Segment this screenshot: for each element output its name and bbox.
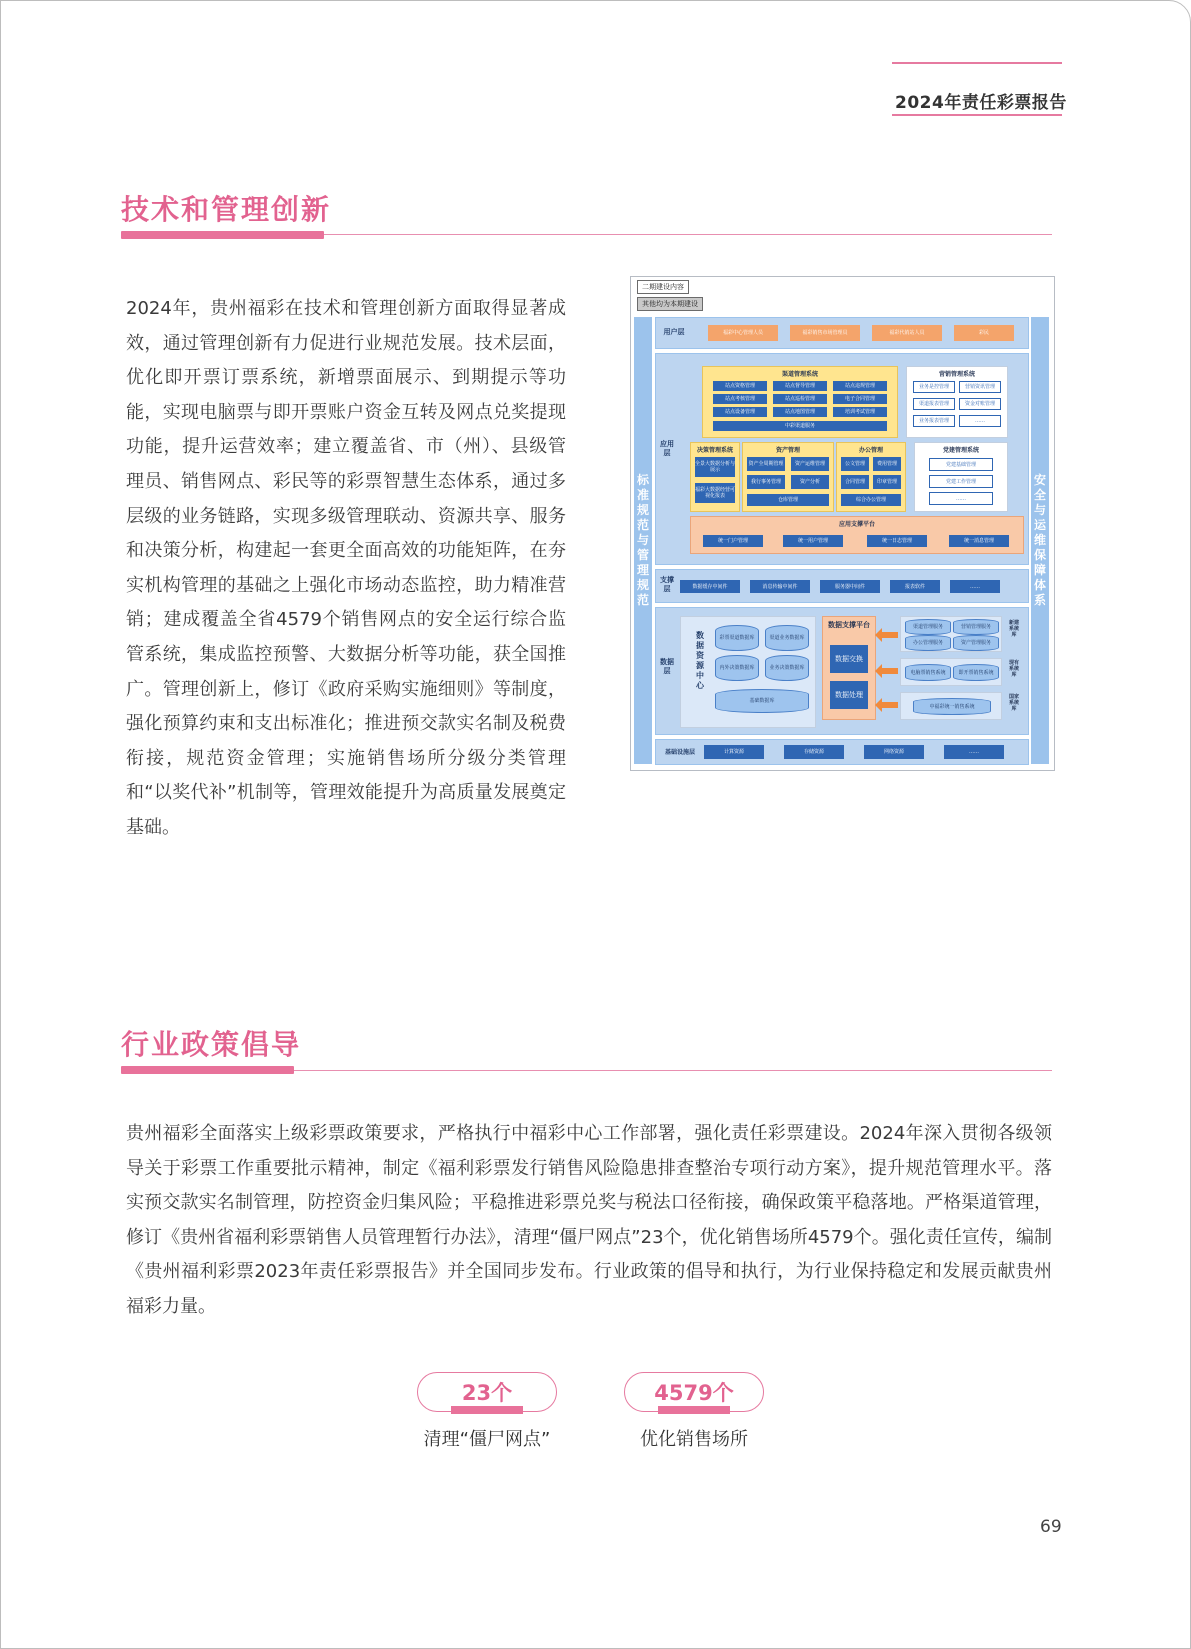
stat-bar — [658, 1406, 730, 1414]
stat-label: 清理“僵尸网点” — [423, 1429, 551, 1450]
section-underline-bar — [121, 1066, 294, 1074]
infrastructure-layer: 基础设施层 计算资源 存储资源 网络资源 …… — [655, 739, 1029, 765]
data-layer: 数据层 数据资源中心 彩票渠道数据库 渠道业务数据库 内外决策数据库 业务决策数据库 基础数据库 数据支撑平台 数据交换 数据处理 渠道管理服务 营销管理服务 办公管理服务 资产管理服务 新建系统库 电脑票销售系统 即开票销售系统 现有系统库 中福彩统一销售系统 国家系统库 — [655, 607, 1029, 735]
header-divider-bottom — [892, 114, 1062, 116]
page-number: 69 — [1040, 1517, 1062, 1537]
arrow-left-icon — [882, 668, 898, 674]
user-item: 福彩代销站人员 — [872, 325, 942, 341]
system-architecture-diagram — [630, 276, 1055, 771]
office-management-panel: 办公管理 公文管理 费用管理 合同管理 印章管理 综合办公管理 — [836, 442, 906, 512]
data-resource-center: 数据资源中心 彩票渠道数据库 渠道业务数据库 内外决策数据库 业务决策数据库 基础数据库 — [680, 616, 816, 728]
section-underline-rule — [294, 1070, 1052, 1071]
user-item: 彩民 — [954, 325, 1014, 341]
user-item: 福彩中心管理人员 — [708, 325, 778, 341]
decision-management-panel: 决策管理系统 全景大数据分析与展示 福彩大数据经营可视化报表 — [690, 442, 740, 512]
stat-zombie-outlets — [417, 1372, 557, 1412]
legend-other: 其他均为本期建设 — [637, 297, 703, 311]
existing-system-sources: 电脑票销售系统 即开票销售系统 — [900, 658, 1002, 686]
legend-phase2: 二期建设内容 — [637, 280, 689, 294]
standards-side-bar: 标准规范与管理规范 — [634, 317, 652, 764]
arrow-left-icon — [882, 632, 898, 638]
section-title-policy-advocacy: 行业政策倡导 — [121, 1028, 302, 1061]
security-side-bar: 安全与运维保障体系 — [1031, 317, 1049, 764]
application-layer: 应用层 渠道管理系统 站点资格管理 站点督导管理 站点违规管理 站点考核管理 站点巡检管理 电子合同管理 站点设备管理 站点地图管理 培训考试管理 中彩渠道服务 营销管理系统 业务是控管理 营销资讯管理 渠道报表管理 资金对账管理 业务报表管理 …… 决策管理系统 全景大数据分析与展示 福彩大数据经营可视化报表 资产管理 资产全周期管理 资产运维管理 我行事务管理 资产分析 仓库管理 办公管理 公文管理 费用管理 合同管理 印章管理 综合办公管理 党建管理系统 党建基础管理 党建工作管理 …… 应用支撑平台 统一门户管理 统一用户管理 统一日志管理 统一消息管理 — [655, 353, 1029, 565]
section-underline-bar — [121, 231, 324, 239]
section-title-tech-innovation: 技术和管理创新 — [121, 193, 332, 226]
channel-management-panel: 渠道管理系统 站点资格管理 站点督导管理 站点违规管理 站点考核管理 站点巡检管理 电子合同管理 站点设备管理 站点地图管理 培训考试管理 中彩渠道服务 — [702, 366, 898, 438]
app-support-platform-panel: 应用支撑平台 统一门户管理 统一用户管理 统一日志管理 统一消息管理 — [690, 516, 1024, 554]
asset-management-panel: 资产管理 资产全周期管理 资产运维管理 我行事务管理 资产分析 仓库管理 — [742, 442, 834, 512]
section2-paragraph: 贵州福彩全面落实上级彩票政策要求，严格执行中福彩中心工作部署，强化责任彩票建设。2024年深入贯彻各级领导关于彩票工作重要批示精神，制定《福利彩票发行销售风险隐患排查整治专项行动方案》，提升规范管理水平。落实预交款实名制管理，防控资金归集风险；平稳推进彩票兑奖与税法口径衔接，确保政策平稳落地。严格渠道管理，修订《贵州省福利彩票销售人员管理暂行办法》，清理“僵尸网点”23个，优化销售场所4579个。强化责任宣传，编制《贵州福利彩票2023年责任彩票报告》并全国同步发布。行业政策的倡导和执行，为行业保持稳定和发展贡献贵州福彩力量。 — [126, 1123, 1052, 1317]
data-support-platform: 数据支撑平台 数据交换 数据处理 — [822, 616, 876, 720]
user-layer: 用户层 福彩中心管理人员 福彩销售市场管理员 福彩代销站人员 彩民 — [655, 317, 1029, 349]
national-system-sources: 中福彩统一销售系统 — [900, 692, 1002, 720]
party-building-panel: 党建管理系统 党建基础管理 党建工作管理 …… — [914, 442, 1008, 512]
arrow-left-icon — [882, 702, 898, 708]
stat-outlets-optimized — [624, 1372, 764, 1412]
support-layer: 支撑层 数据缓存中间件 消息传输中间件 服务器中间件 报表软件 …… — [655, 569, 1029, 603]
marketing-management-panel: 营销管理系统 业务是控管理 营销资讯管理 渠道报表管理 资金对账管理 业务报表管理 …… — [906, 366, 1008, 438]
stat-label: 优化销售场所 — [640, 1429, 748, 1450]
stat-bar — [451, 1406, 523, 1414]
header-divider-top — [892, 62, 1062, 64]
new-system-sources: 渠道管理服务 营销管理服务 办公管理服务 资产管理服务 — [900, 616, 1002, 652]
section-underline-rule — [324, 234, 1052, 235]
user-item: 福彩销售市场管理员 — [790, 325, 860, 341]
report-title: 2024年责任彩票报告 — [895, 93, 1067, 113]
stat-value: 23个 — [461, 1381, 513, 1405]
section1-paragraph: 2024年，贵州福彩在技术和管理创新方面取得显著成效，通过管理创新有力促进行业规范发展。技术层面，优化即开票订票系统，新增票面展示、到期提示等功能，实现电脑票与即开票账户资金互转及网点兑奖提现功能，提升运营效率；建立覆盖省、市（州）、县级管理员、销售网点、彩民等的彩票智慧生态体系，通过多层级的业务链路，实现多级管理联动、资源共享、服务和决策分析，构建起一套更全面高效的功能矩阵，在夯实机构管理的基础之上强化市场动态监控，助力精准营销；建成覆盖全省4579个销售网点的安全运行综合监管系统，集成监控预警、大数据分析等功能，获全国推广。管理创新上，修订《政府采购实施细则》等制度，强化预算约束和支出标准化；推进预交款实名制及税费衔接，规范资金管理；实施销售场所分级分类管理和“以奖代补”机制等，管理效能提升为高质量发展奠定基础。 — [126, 298, 566, 838]
stat-value: 4579个 — [654, 1381, 734, 1405]
